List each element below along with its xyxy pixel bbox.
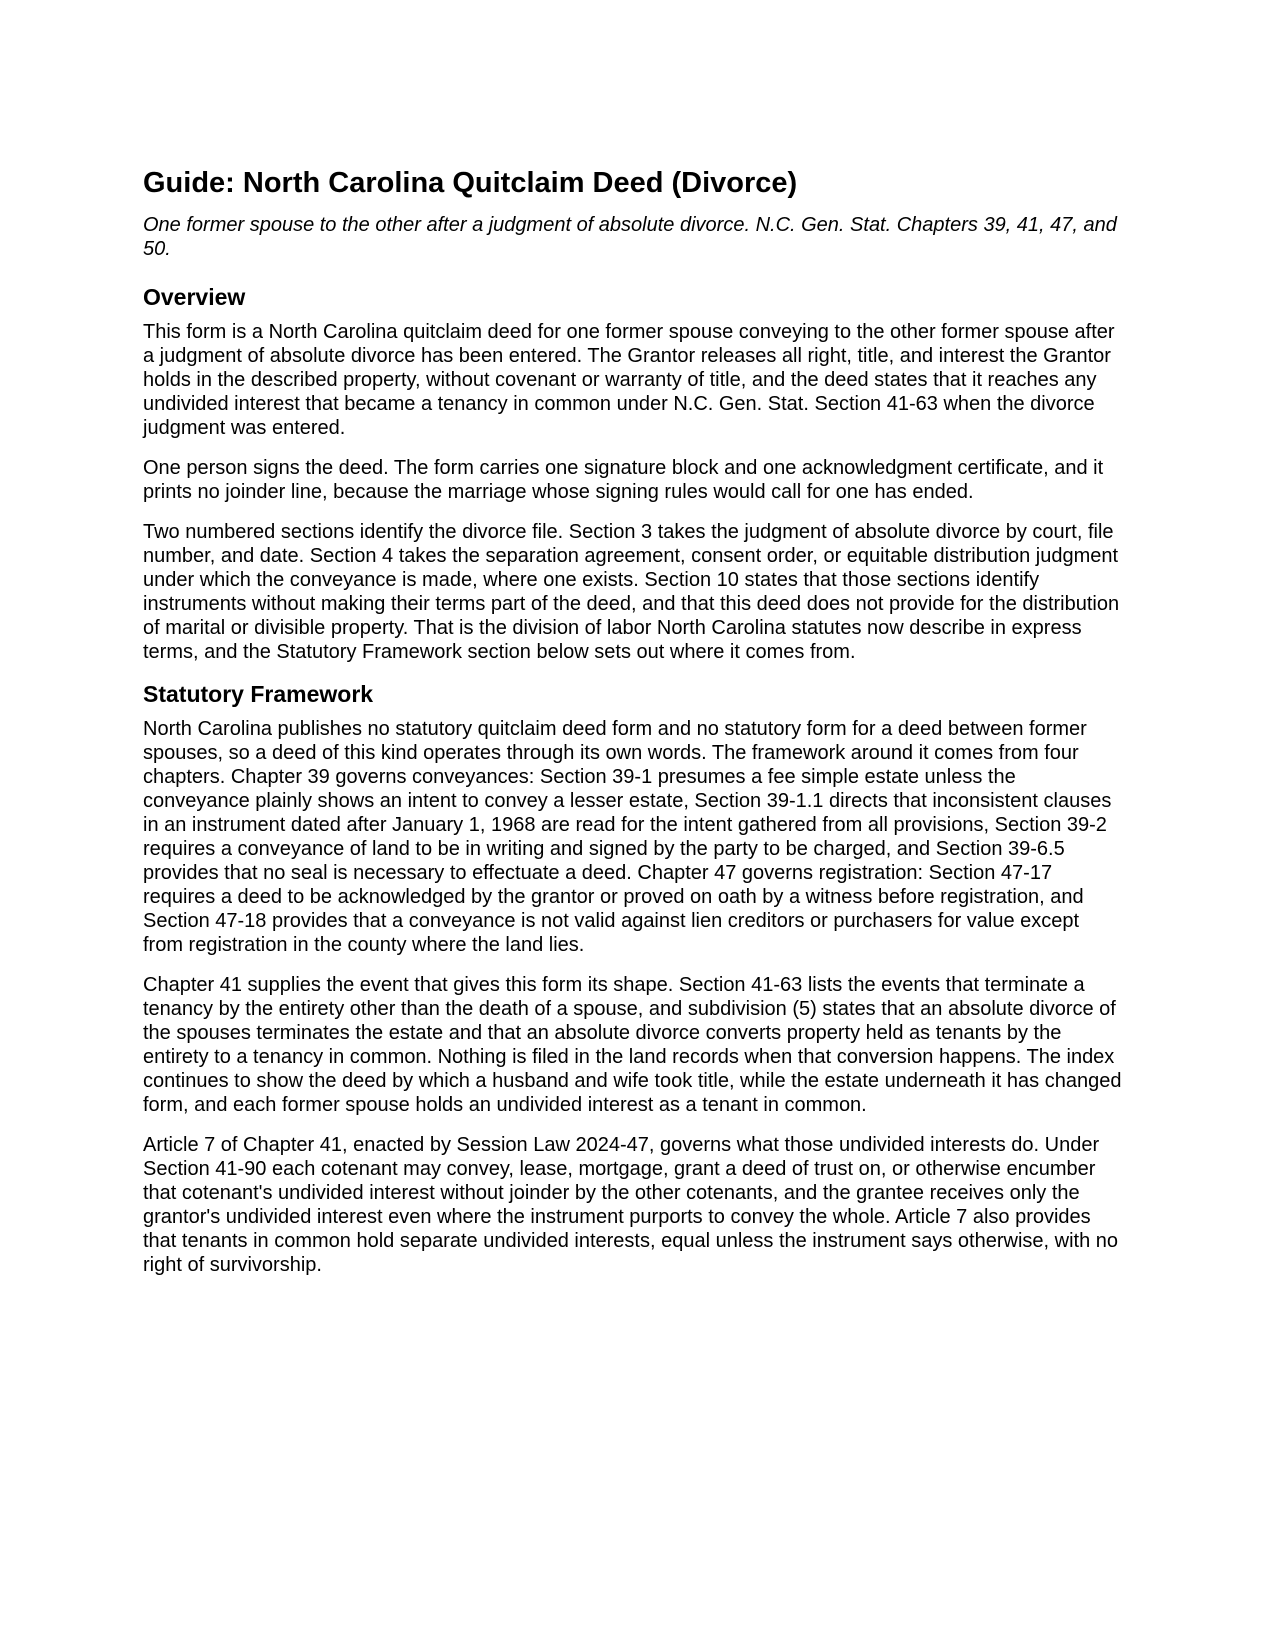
paragraph: Chapter 41 supplies the event that gives this form its shape. Section 41-63 lists the events that terminate a tenancy by the entirety other than the death of a spouse, and subdivision (5) states that an absolute divorce of the spouses terminates the estate and that an absolute divorce converts property held as tenants by the entirety to a tenancy in common. Nothing is filed in the land records when that conversion happens. The index continues to show the deed by which a husband and wife took title, while the estate underneath it has changed form, and each former spouse holds an undivided interest as a tenant in common. (143, 974, 1122, 1116)
paragraph: This form is a North Carolina quitclaim deed for one former spouse conveying to the other former spouse after a judgment of absolute divorce has been entered. The Grantor releases all right, title, and interest the Grantor holds in the described property, without covenant or warranty of title, and the deed states that it reaches any undivided interest that became a tenancy in common under N.C. Gen. Stat. Section 41-63 when the divorce judgment was entered. (143, 321, 1115, 439)
section-heading: Overview (143, 284, 246, 310)
document-page (143, 165, 1123, 1293)
paragraph: North Carolina publishes no statutory quitclaim deed form and no statutory form for a deed between former spouses, so a deed of this kind operates through its own words. The framework around it comes from four chapters. Chapter 39 governs conveyances: Section 39-1 presumes a fee simple estate unless the conveyance plainly shows an intent to convey a lesser estate, Section 39-1.1 directs that inconsistent clauses in an instrument dated after January 1, 1968 are read for the intent gathered from all provisions, Section 39-2 requires a conveyance of land to be in writing and signed by the party to be charged, and Section 39-6.5 provides that no seal is necessary to effectuate a deed. Chapter 47 governs registration: Section 47-17 requires a deed to be acknowledged by the grantor or proved on oath by a witness before registration, and Section 47-18 provides that a conveyance is not valid against lien creditors or purchasers for value except from registration in the county where the land lies. (143, 718, 1112, 956)
paragraph: Two numbered sections identify the divorce file. Section 3 takes the judgment of absolute divorce by court, file number, and date. Section 4 takes the separation agreement, consent order, or equitable distribution judgment under which the conveyance is made, where one exists. Section 10 states that those sections identify instruments without making their terms part of the deed, and that this deed does not provide for the distribution of marital or divisible property. That is the division of labor North Carolina statutes now describe in express terms, and the Statutory Framework section below sets out where it comes from. (143, 521, 1120, 663)
document-title: Guide: North Carolina Quitclaim Deed (Divorce) (143, 167, 798, 199)
section-statutory-framework (143, 680, 1123, 1277)
paragraph: Article 7 of Chapter 41, enacted by Session Law 2024-47, governs what those undivided interests do. Under Section 41-90 each cotenant may convey, lease, mortgage, grant a deed of trust on, or otherwise encumber that cotenant's undivided interest without joinder by the other cotenants, and the grantee receives only the grantor's undivided interest even where the instrument purports to convey the whole. Article 7 also provides that tenants in common hold separate undivided interests, equal unless the instrument says otherwise, with no right of survivorship. (143, 1134, 1118, 1276)
section-heading: Statutory Framework (143, 681, 374, 707)
paragraph: One person signs the deed. The form carries one signature block and one acknowledgment certificate, and it prints no joinder line, because the marriage whose signing rules would call for one has ended. (143, 457, 1104, 503)
document-subtitle: One former spouse to the other after a judgment of absolute divorce. N.C. Gen. Stat. Chapters 39, 41, 47, and 50. (143, 214, 1117, 260)
section-overview (143, 283, 1123, 664)
